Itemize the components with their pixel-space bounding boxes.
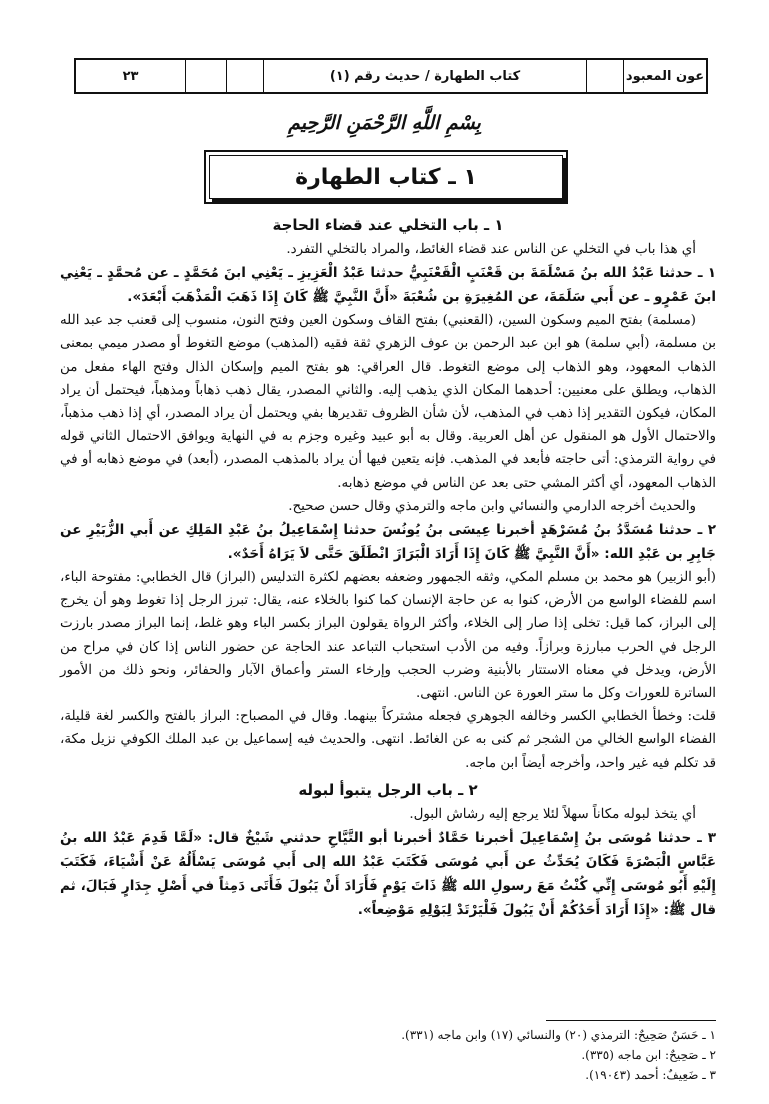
footnote: ١ ـ حَسَنٌ صَحِيحٌ: الترمذي (٢٠) والنسائي (١٧) وابن ماجه (٣٣١).: [401, 1028, 716, 1042]
footnotes: [60, 1020, 716, 1085]
page-number: ٢٣: [122, 68, 139, 84]
section-intro: أي يتخذ لبوله مكاناً سهلاً لئلا يرجع إليه رشاش البول.: [409, 806, 696, 822]
header-empty-cell: [185, 60, 226, 92]
section-heading: ٢ ـ باب الرجل يتبوأ لبوله: [298, 780, 478, 799]
footnote-divider: [546, 1020, 716, 1021]
footnote: ٣ ـ ضَعِيفٌ: أحمد (١٩٠٤٣).: [585, 1068, 716, 1082]
hadith-text: ٢ ـ حدثنا مُسَدَّدُ بنُ مُسَرْهَدٍ أخبرنا عِيسَى بنُ يُونُسَ حدثنا إِسْمَاعِيلُ بنُ عَبْدِ المَلِكِ عن أَبي الزُّبَيْرِ عن جَابِرِ بن عَبْدِ الله: «أَنَّ النَّبِيَّ ﷺ كَانَ إِذَا أَرَادَ الْبَرَازَ انْطَلَقَ حَتَّى لاَ يَرَاهُ أَحَدٌ».: [60, 522, 716, 563]
section-intro: أي هذا باب في التخلي عن الناس عند قضاء الغائط، والمراد بالتخلي التفرد.: [286, 242, 696, 257]
main-text: [60, 212, 716, 922]
chapter-title-box: [204, 150, 568, 204]
commentary-paragraph: (أبو الزبير) هو محمد بن مسلم المكي، وثقه الجمهور وضعفه بعضهم لكثرة التدليس (البراز) قال الخطابي: مفتوحة الباء، اسم للفضاء الواسع من الأرض، كنوا به عن حاجة الإنسان كما كنوا بالخلاء عنه، يقال: تبرز الرجل إذا تغوط وهو أن يخرج إلى البراز، كما قيل: تخلى إذا صار إلى الخلاء، وأكثر الرواة يقولون البراز بكسر الباء وهو غلط، إنما البراز مصدر بارزت الرجل في الحرب مبارزة وبرازاً. وفيه من الأدب استحباب التباعد عند الحاجة عن حضور الناس إذا كان في مراح من الأرض، ويدخل في معناه الاستتار بالأبنية وضرب الحجب وإرخاء الستر وأعماق الآبار والحفائر، ونحو ذلك من الأمور الساترة للعورات وكل ما ستر العورة عن الناس. انتهى.: [60, 570, 716, 702]
section-heading: ١ ـ باب التخلي عند قضاء الحاجة: [272, 216, 504, 234]
chapter-title: ١ ـ كتاب الطهارة: [209, 155, 563, 199]
commentary-paragraph: والحديث أخرجه الدارمي والنسائي وابن ماجه والترمذي وقال حسن صحيح.: [288, 498, 696, 514]
header-topic: كتاب الطهارة / حديث رقم (١): [263, 60, 586, 92]
header-empty-cell: [226, 60, 263, 92]
running-header: [74, 58, 708, 94]
commentary-paragraph: قلت: وخطأ الخطابي الكسر وخالفه الجوهري فجعله مشتركاً بينهما. وقال في المصباح: البراز بالفتح والكسر لغة قليلة، الفضاء الواسع الخالي من الشجر ثم كنى به عن الغائط. انتهى. والحديث فيه إسماعيل بن عبد الملك الكوفي نزيل مكة، قد تكلم فيه غير واحد، وأخرجه أيضاً ابن ماجه.: [60, 709, 716, 771]
hadith-text: ١ ـ حدثنا عَبْدُ الله بنُ مَسْلَمَةَ بن قَعْنَبٍ الْقَعْنَبِيُّ حدثنا عَبْدُ الْعَزِيزِ ـ يَعْنِي ابنَ مُحَمَّدٍ ـ عن مُحمَّدٍ ـ يَعْنِي ابنَ عَمْرٍو ـ عن أَبي سَلَمَةَ، عن المُغِيرَةِ بن شُعْبَةَ «أَنَّ النَّبِيَّ ﷺ كَانَ إِذَا ذَهَبَ الْمَذْهَبَ أَبْعَدَ».: [60, 265, 716, 306]
basmala: بِسْمِ اللَّهِ الرَّحْمَنِ الرَّحِيمِ: [288, 112, 481, 134]
hadith-text: ٣ ـ حدثنا مُوسَى بنُ إِسْمَاعِيلَ أخبرنا حَمَّادٌ أخبرنا أبو التَّيَّاحِ حدثني شَيْخٌ قال: «لَمَّا قَدِمَ عَبْدُ الله بنُ عَبَّاسٍ الْبَصْرَةَ فَكَانَ يُحَدِّثُ عن أَبي مُوسَى فَكَتَبَ عَبْدُ الله إلى أَبي مُوسَى يَسْأَلُهُ عَنْ أَشْيَاءَ، فَكَتَبَ إِلَيْهِ أَبُو مُوسَى إِنِّي كُنْتُ مَعَ رسولِ الله ﷺ ذَاتَ يَوْمٍ فَأَرَادَ أَنْ يَبُولَ فَأَتَى دَمِثاً في أَصْلِ جِدَارٍ فَبَالَ، ثم قال ﷺ: «إِذَا أَرَادَ أَحَدُكُمْ أَنْ يَبُولَ فَلْيَرْتَدْ لِبَوْلِهِ مَوْضِعاً».: [60, 830, 716, 919]
footnote: ٢ ـ صَحِيحٌ: ابن ماجه (٣٣٥).: [581, 1048, 716, 1062]
commentary-paragraph: (مسلمة) بفتح الميم وسكون السين، (القعنبي) بفتح القاف وسكون العين وفتح النون، منسوب إلى قعنب جد عبد الله بن مسلمة، (أبي سلمة) هو ابن عبد الرحمن بن عوف الزهري ثقة فقيه (المذهب) موضع التغوط أو مصدر ميمي بمعنى الذهاب المعهود، وهو الذهاب إلى موضع التغوط. قال العراقي: هو بفتح الميم وإسكان الذال وفتح الهاء مفعل من الذهاب، ويطلق على معنيين: أحدهما المكان الذي يذهب إليه. والثاني المصدر، يقال ذهب ذهاباً ومذهباً، فيحتمل أن يراد المكان، فيكون التقدير إذا ذهب في المذهب، لأن شأن الظروف تقديرها بفي ويحتمل أن يراد المصدر، أي إذا ذهب مذهباً، والاحتمال الأول هو المنقول عن أهل العربية. وقال به أبو عبيد وغيره وجزم به في النهاية ويوافق الاحتمال الثاني قوله في رواية الترمذي: أتى حاجته فأبعد في المذهب. فإنه يتعين فيها أن يراد بالمذهب المصدر، (أبعد) في موضع ذهابه أو في الذهاب المعهود، أي أكثر المشي حتى بعد عن الناس في موضع ذهابه.: [60, 313, 716, 491]
header-book-title: عون المعبود: [623, 60, 706, 92]
header-empty-cell: [586, 60, 623, 92]
